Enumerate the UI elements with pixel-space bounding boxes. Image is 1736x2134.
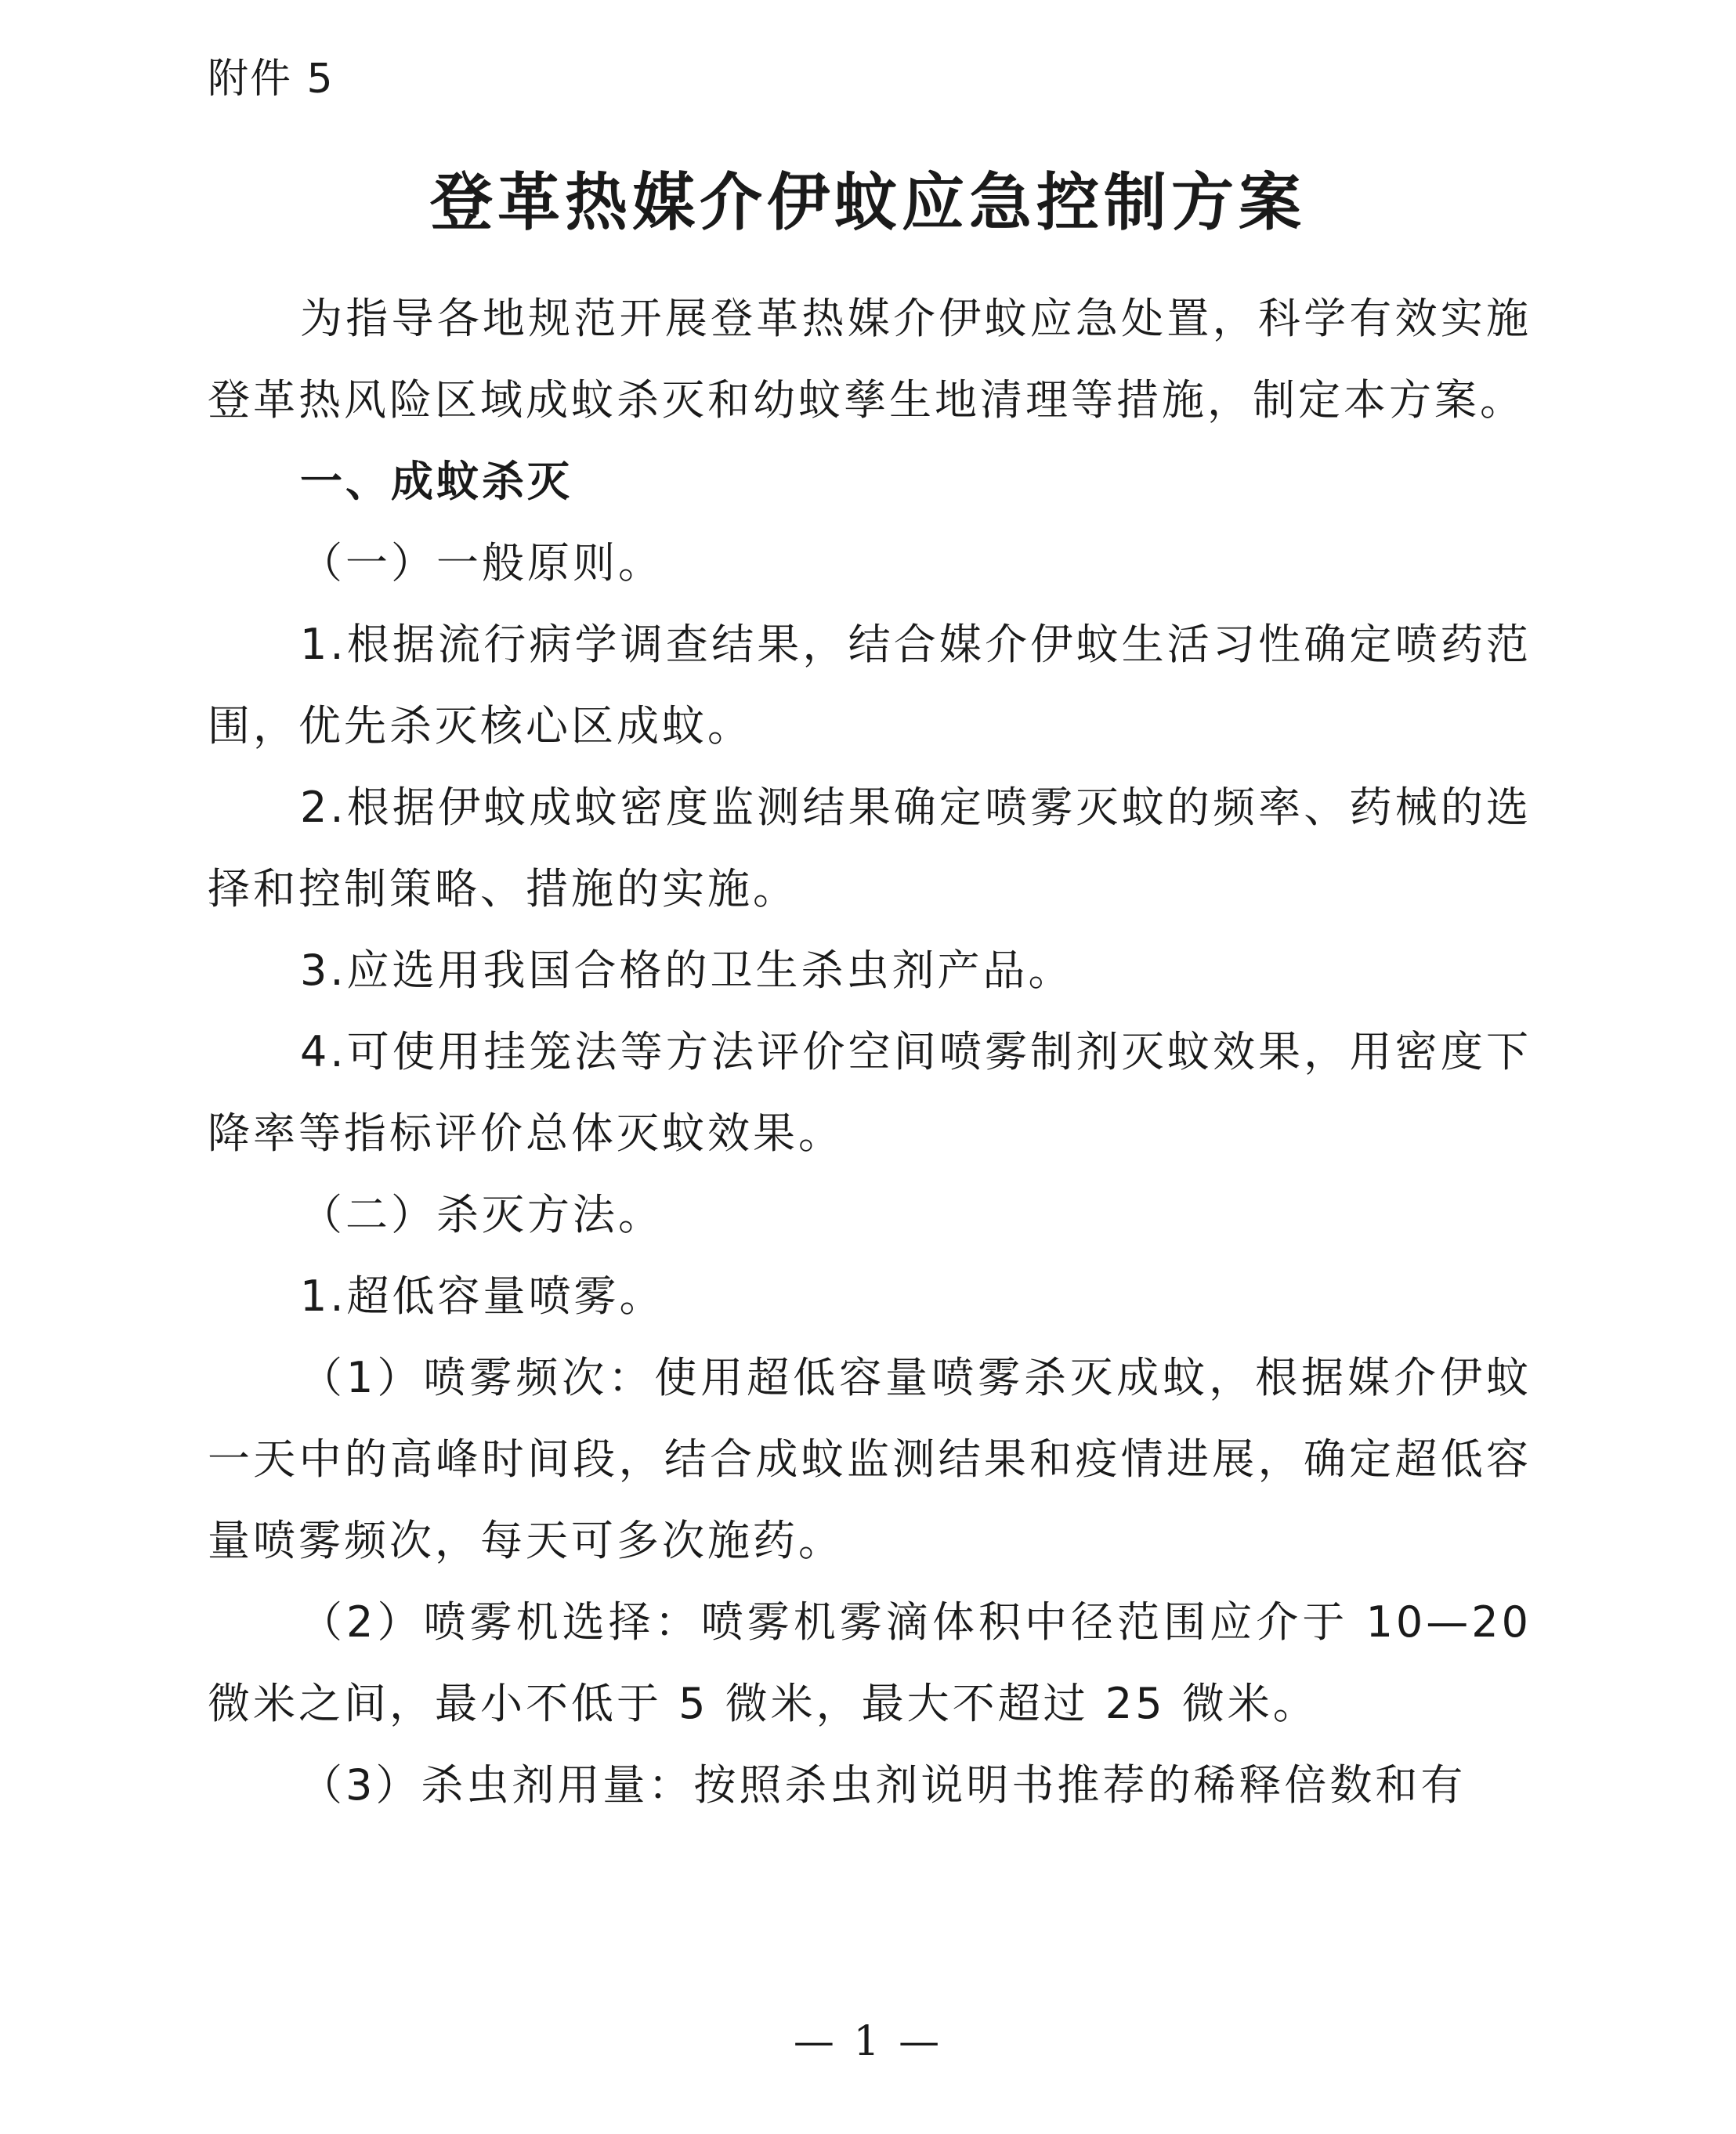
document-title: 登革热媒介伊蚊应急控制方案 [430,165,1306,239]
subsection-heading-control-methods: （二）杀灭方法。 [300,1190,664,1239]
principle-item-1: 1.根据流行病学调查结果，结合媒介伊蚊生活习性确定喷药范围，优先杀灭核心区成蚊。 [208,620,1532,751]
page-number: — 1 — [793,2018,943,2065]
method-subitem-insecticide-dosage: （3）杀虫剂用量：按照杀虫剂说明书推荐的稀释倍数和有 [300,1760,1467,1810]
method-subitem-sprayer-selection: （2）喷雾机选择：喷雾机雾滴体积中径范围应介于 10—20 微米之间，最小不低于 5 微米，最大不超过 25 微米。 [208,1597,1532,1728]
method-subitem-spray-frequency: （1）喷雾频次：使用超低容量喷雾杀灭成蚊，根据媒介伊蚊一天中的高峰时间段，结合成蚊监测结果和疫情进展，确定超低容量喷雾频次，每天可多次施药。 [208,1353,1532,1565]
principle-item-4: 4.可使用挂笼法等方法评价空间喷雾制剂灭蚊效果，用密度下降率等指标评价总体灭蚊效果。 [208,1027,1532,1158]
principle-item-2: 2.根据伊蚊成蚊密度监测结果确定喷雾灭蚊的频率、药械的选择和控制策略、措施的实施。 [208,783,1532,913]
document-body [208,278,1532,1826]
attachment-label: 附件 5 [208,56,335,103]
principle-item-3: 3.应选用我国合格的卫生杀虫剂产品。 [300,946,1074,995]
section-heading-adult-mosquito-control: 一、成蚊杀灭 [300,457,573,506]
intro-paragraph: 为指导各地规范开展登革热媒介伊蚊应急处置，科学有效实施登革热风险区域成蚊杀灭和幼蚊孳生地清理等措施，制定本方案。 [208,294,1532,425]
subsection-heading-general-principles: （一）一般原则。 [300,538,664,588]
method-item-1: 1.超低容量喷雾。 [300,1271,665,1321]
